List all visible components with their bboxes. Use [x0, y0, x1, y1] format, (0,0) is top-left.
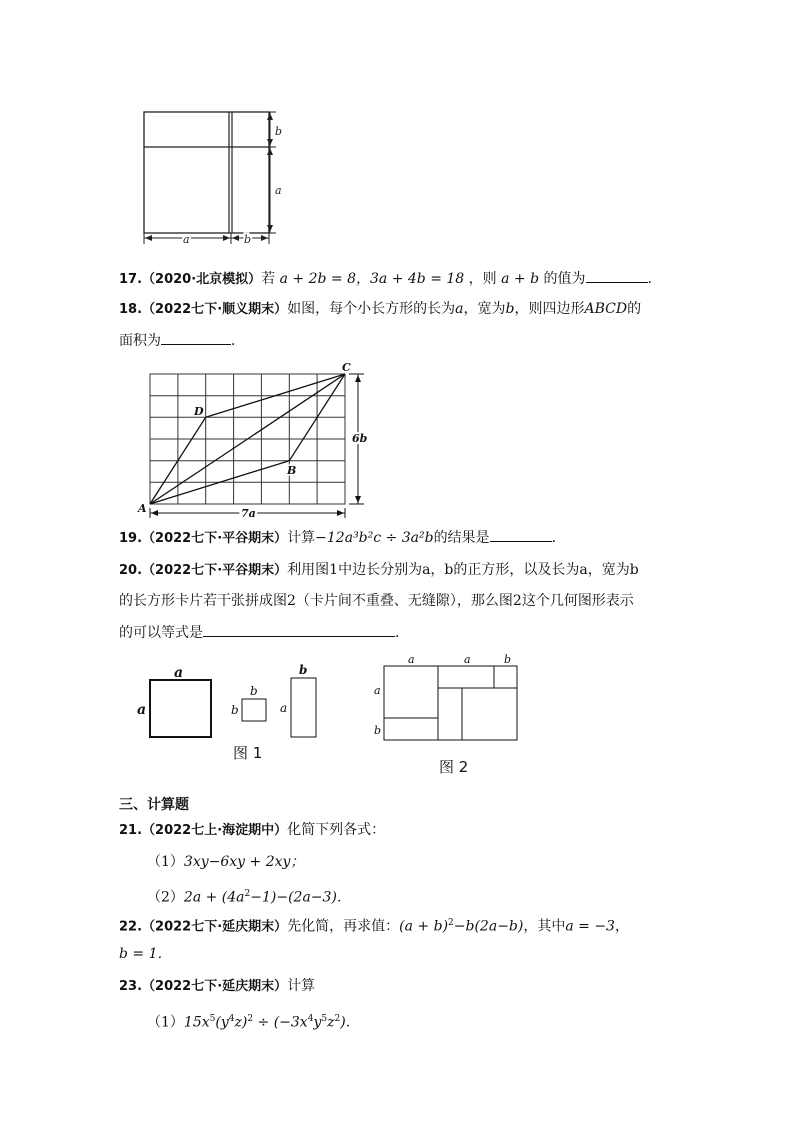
question-22-cont: b = 1． — [119, 946, 172, 962]
label-a-bottom: a — [183, 233, 190, 246]
q22-source: （2022七下·延庆期末） — [142, 919, 288, 935]
q21-source: （2022七上·海淀期中） — [142, 823, 288, 838]
question-20-line-2: 的长方形卡片若干张拼成图2（卡片间不重叠、无缝隙），那么图2这个几何图形表示 — [119, 593, 634, 609]
q23-number: 23 — [119, 979, 138, 994]
fig2-top-a1: a — [408, 653, 415, 666]
top-square-figure — [136, 104, 286, 250]
q17-text-1: 若 — [261, 271, 276, 287]
question-22: 22.（2022七下·延庆期末）先化简，再求值：$(a + b)^2-b(2a-b)$，其中a = −3， — [119, 918, 629, 935]
q17-text-2: ，则 — [468, 271, 497, 287]
q20-source: （2022七下·平谷期末） — [142, 563, 288, 578]
q17-number: 17 — [119, 272, 138, 287]
figure-2 — [370, 652, 530, 748]
q17-expression: a + b — [501, 271, 540, 287]
q17-source: （2020·北京模拟） — [142, 272, 262, 287]
question-23: 23.（2022七下·延庆期末）计算 — [119, 978, 316, 994]
question-21: 21.（2022七上·海淀期中）化简下列各式： — [119, 822, 386, 838]
q17-text-3: 的值为 — [543, 271, 586, 287]
q18-answer-blank[interactable] — [161, 330, 231, 345]
grid-height-label: 6b — [352, 432, 368, 445]
label-a-side: a — [275, 184, 282, 197]
q17-equations: a + 2b = 8，3a + 4b = 18 — [279, 271, 465, 287]
question-17: 17.（2020·北京模拟）若 a + 2b = 8，3a + 4b = 18 ，则 a + b 的值为 . — [119, 268, 652, 290]
q23-source: （2022七下·延庆期末） — [142, 979, 288, 994]
figure-1 — [130, 660, 330, 744]
fig1-big-left: a — [137, 702, 147, 718]
fig2-top-a2: a — [464, 653, 471, 666]
question-21-part-2: $(2)2a + (4a^2-1)-(2a-3)$． — [147, 889, 351, 906]
question-18: 18.（2022七下·顺义期末）如图，每个小长方形的长为a，宽为b，则四边形ABCD的 — [119, 301, 642, 317]
q21-number: 21 — [119, 823, 138, 838]
point-B-label: B — [287, 464, 297, 477]
question-23-part-1: $(1)15x^5(y^4z)^2 \div (-3x^4y^5z^2)$． — [147, 1014, 360, 1031]
point-A-label: A — [138, 502, 147, 515]
question-19: 19.（2022七下·平谷期末）计算−12a³b²c ÷ 3a²b的结果是 ． — [119, 527, 566, 549]
question-20: 20.（2022七下·平谷期末）利用图1中边长分别为a，b的正方形，以及长为a，宽为b — [119, 562, 639, 578]
q18-quad-name: ABCD — [584, 301, 628, 317]
q20-number: 20 — [119, 563, 138, 578]
q20-answer-blank[interactable] — [203, 622, 395, 637]
question-18-cont: 面积为 ． — [119, 330, 245, 351]
fig2-left-b: b — [374, 724, 382, 737]
q19-source: （2022七下·平谷期末） — [142, 531, 288, 546]
fig2-left-a: a — [374, 684, 381, 697]
figure-2-caption: 图 2 — [439, 758, 469, 776]
label-b-bottom: b — [244, 233, 252, 246]
question-21-part-1: （1）3xy−6xy + 2xy； — [147, 854, 305, 870]
fig1-big-top: a — [174, 665, 184, 681]
q18-text-1: 如图，每个小长方形的长为 — [287, 301, 456, 317]
q18-number: 18 — [119, 302, 138, 317]
fig2-top-b: b — [504, 653, 512, 666]
fig1-small-top: b — [250, 684, 258, 698]
q18-source: （2022七下·顺义期末） — [142, 302, 288, 317]
grid-figure — [136, 360, 376, 522]
q19-answer-blank[interactable] — [490, 527, 552, 542]
point-C-label: C — [342, 361, 351, 374]
grid-width-label: 7a — [241, 507, 256, 520]
point-D-label: D — [194, 405, 204, 418]
q19-expression: −12a³b²c ÷ 3a²b — [315, 530, 434, 546]
q17-answer-blank[interactable] — [586, 268, 648, 283]
section-3-title: 三、计算题 — [119, 797, 189, 813]
fig1-rect-top: b — [299, 663, 308, 677]
figure-1-caption: 图 1 — [233, 744, 263, 762]
label-b-side: b — [275, 125, 283, 138]
fig1-small-left: b — [231, 703, 239, 717]
q19-number: 19 — [119, 531, 138, 546]
fig1-rect-left: a — [280, 701, 288, 715]
question-20-line-3: 的可以等式是 ． — [119, 622, 409, 643]
q22-number: 22 — [119, 919, 138, 935]
